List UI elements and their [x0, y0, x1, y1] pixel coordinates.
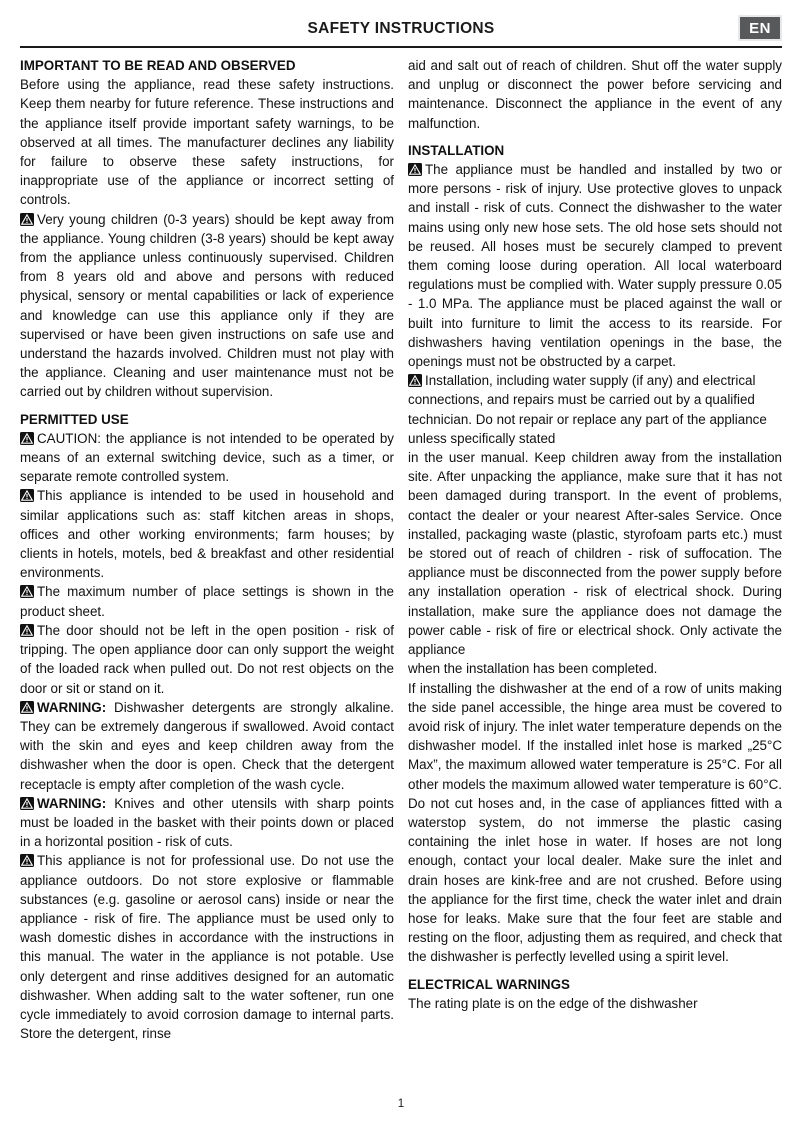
warning-triangle-icon: [20, 624, 34, 637]
page-number: 1: [397, 1098, 405, 1110]
warning-triangle-icon: [20, 489, 34, 502]
section-heading-important: IMPORTANT TO BE READ AND OBSERVED: [20, 58, 296, 73]
paragraph-text: This appliance is not for professional use. Do not use the appliance outdoors. Do not store explosive or flammable substances (e.g. gasoline or aerosol cans) inside or near the appliance - risk of fire. The appliance must be used only to wash domestic dishes in accordance with the instructions in this manual. The water in the appliance is not potable. Use only detergent and rinse additives designed for an automatic dishwasher. When adding salt to the water softener, run one cycle immediately to avoid corrosion damage to internal parts. Store the detergent, rinse: [20, 853, 394, 1042]
paragraph-text: Installation, including water supply (if any) and electrical connections, and repairs must be carried out by a qualified technician. Do not repair or replace any part of the appliance unless specifically stated: [408, 373, 767, 446]
paragraph-text: This appliance is intended to be used in household and similar applications such as: staff kitchen areas in shops, offices and other working environments; farm houses; by clients in hotels, motels, bed & breakfast and other residential environments.: [20, 488, 394, 581]
section-heading-electrical-warnings: ELECTRICAL WARNINGS: [408, 976, 570, 992]
warning-triangle-icon: [20, 701, 34, 714]
warning-triangle-icon: [20, 585, 34, 598]
page-title: SAFETY INSTRUCTIONS: [307, 20, 495, 37]
paragraph-installation-completed: when the installation has been completed.: [408, 661, 658, 677]
paragraph-children-warning: [20, 210, 394, 402]
paragraph-rating-plate: The rating plate is on the edge of the dishwasher: [408, 995, 698, 1011]
paragraph-user-manual-continuation: in the user manual. Keep children away from the installation site. After unpacking the appliance, make sure that it has not been damaged during transport. In the event of problems, contact the dealer or your nearest After-sales Service. Once installed, packaging waste (plastic, styrofoam parts etc.) must be stored out of reach of children - risk of suffocation. The appliance must be disconnected from the power supply before any installation operation - risk of electrical shock. During installation, make sure the appliance does not damage the power cable - risk of fire or electrical shock. Only activate the appliance: [408, 450, 782, 658]
left-column: [20, 56, 394, 1043]
paragraph-text: The maximum number of place settings is shown in the product sheet.: [20, 584, 394, 619]
section-heading-permitted-use: PERMITTED USE: [20, 411, 129, 427]
paragraph-place-settings: [20, 582, 394, 620]
warning-label: WARNING:: [37, 795, 107, 811]
paragraph-aid-and-salt: aid and salt out of reach of children. Shut off the water supply and unplug or disconnect the power before servicing and maintenance. Disconnect the appliance in the event of any malfunction.: [408, 58, 782, 131]
paragraph-text: Very young children (0-3 years) should be kept away from the appliance. Young children (3-8 years) should be kept away from the appliance unless continuously supervised. Children from 8 years old and above and persons with reduced physical, sensory or mental capabilities or lack of experience and knowledge can use this appliance only if they are supervised or have been given instructions on safe use and understand the hazards involved. Children must not play with the appliance. Cleaning and user maintenance must not be carried out by children without supervision.: [20, 211, 394, 400]
warning-triangle-icon: [408, 163, 422, 176]
paragraph-text: The appliance must be handled and installed by two or more persons - risk of injury. Use protective gloves to unpack and install - risk of cuts. Connect the dishwasher to the water mains using only new hose sets. The old hose sets should not be reused. All hoses must be securely clamped to prevent them coming loose during operation. All local waterboard regulations must be complied with. Water supply pressure 0.05 - 1.0 MPa. The appliance must be placed against the wall or built into furniture to limit the access to its rearside. For dishwashers having ventilation openings in the base, the openings must not be obstructed by a carpet.: [408, 162, 782, 370]
paragraph-before-using: Before using the appliance, read these safety instructions. Keep them nearby for future reference. These instructions and the appliance itself provide important safety warnings, to be observed at all times. The manufacturer declines any liability for failure to observe these safety instructions, for inappropriate use of the appliance or incorrect setting of controls.: [20, 77, 394, 208]
language-badge: EN: [738, 15, 782, 41]
warning-triangle-icon: [20, 797, 34, 810]
warning-triangle-icon: [20, 213, 34, 226]
paragraph-caution-switching-device: [20, 429, 394, 487]
paragraph-end-of-row-install: If installing the dishwasher at the end of a row of units making the side panel accessible, the hinge area must be covered to avoid risk of injury. The inlet water temperature depends on the dishwasher model. If the installed inlet hose is marked „25°C Max”, the maximum allowed water temperature is 25°C. For all other models the maximum allowed water temperature is 60°C. Do not cut hoses and, in the case of appliances fitted with a waterstop system, do not immerse the plastic casing containing the inlet hose in water. If hoses are not long enough, contact your local dealer. Make sure the inlet and drain hoses are kink-free and are not crushed. Before using the appliance for the first time, check the water inlet and drain hose for leaks. Make sure that the four feet are stable and resting on the floor, adjusting them as required, and check that the dishwasher is perfectly levelled using a spirit level.: [408, 680, 782, 965]
right-column: [408, 56, 782, 1043]
two-column-layout: [20, 56, 782, 1043]
warning-triangle-icon: [20, 854, 34, 867]
paragraph-not-professional-use: [20, 851, 394, 1043]
header-divider: [20, 46, 782, 48]
warning-label: WARNING:: [37, 699, 107, 715]
paragraph-door-open-position: [20, 621, 394, 698]
paragraph-warning-detergents: [20, 698, 394, 794]
paragraph-warning-knives: [20, 794, 394, 852]
section-heading-installation: INSTALLATION: [408, 142, 505, 158]
paragraph-text: The door should not be left in the open position - risk of tripping. The open appliance door can only support the weight of the loaded rack when pulled out. Do not rest objects on the door or sit or stand on it.: [20, 622, 394, 696]
paragraph-text: Knives and other utensils with sharp points must be loaded in the basket with their points down or placed in a horizontal position - risk of cuts.: [20, 795, 394, 850]
warning-triangle-icon: [408, 374, 422, 387]
paragraph-qualified-technician: [408, 371, 782, 448]
paragraph-text: CAUTION: the appliance is not intended to be operated by means of an external switching device, such as a timer, or separate remote controlled system.: [20, 430, 394, 485]
paragraph-handling-installation: [408, 160, 782, 371]
paragraph-text: Dishwasher detergents are strongly alkaline. They can be extremely dangerous if swallowed. Avoid contact with the skin and eyes and keep children away from the dishwasher when the door is open. Check that the detergent receptacle is empty after completion of the wash cycle.: [20, 699, 394, 792]
page-header: [20, 0, 782, 48]
warning-triangle-icon: [20, 432, 34, 445]
paragraph-household-use: [20, 486, 394, 582]
